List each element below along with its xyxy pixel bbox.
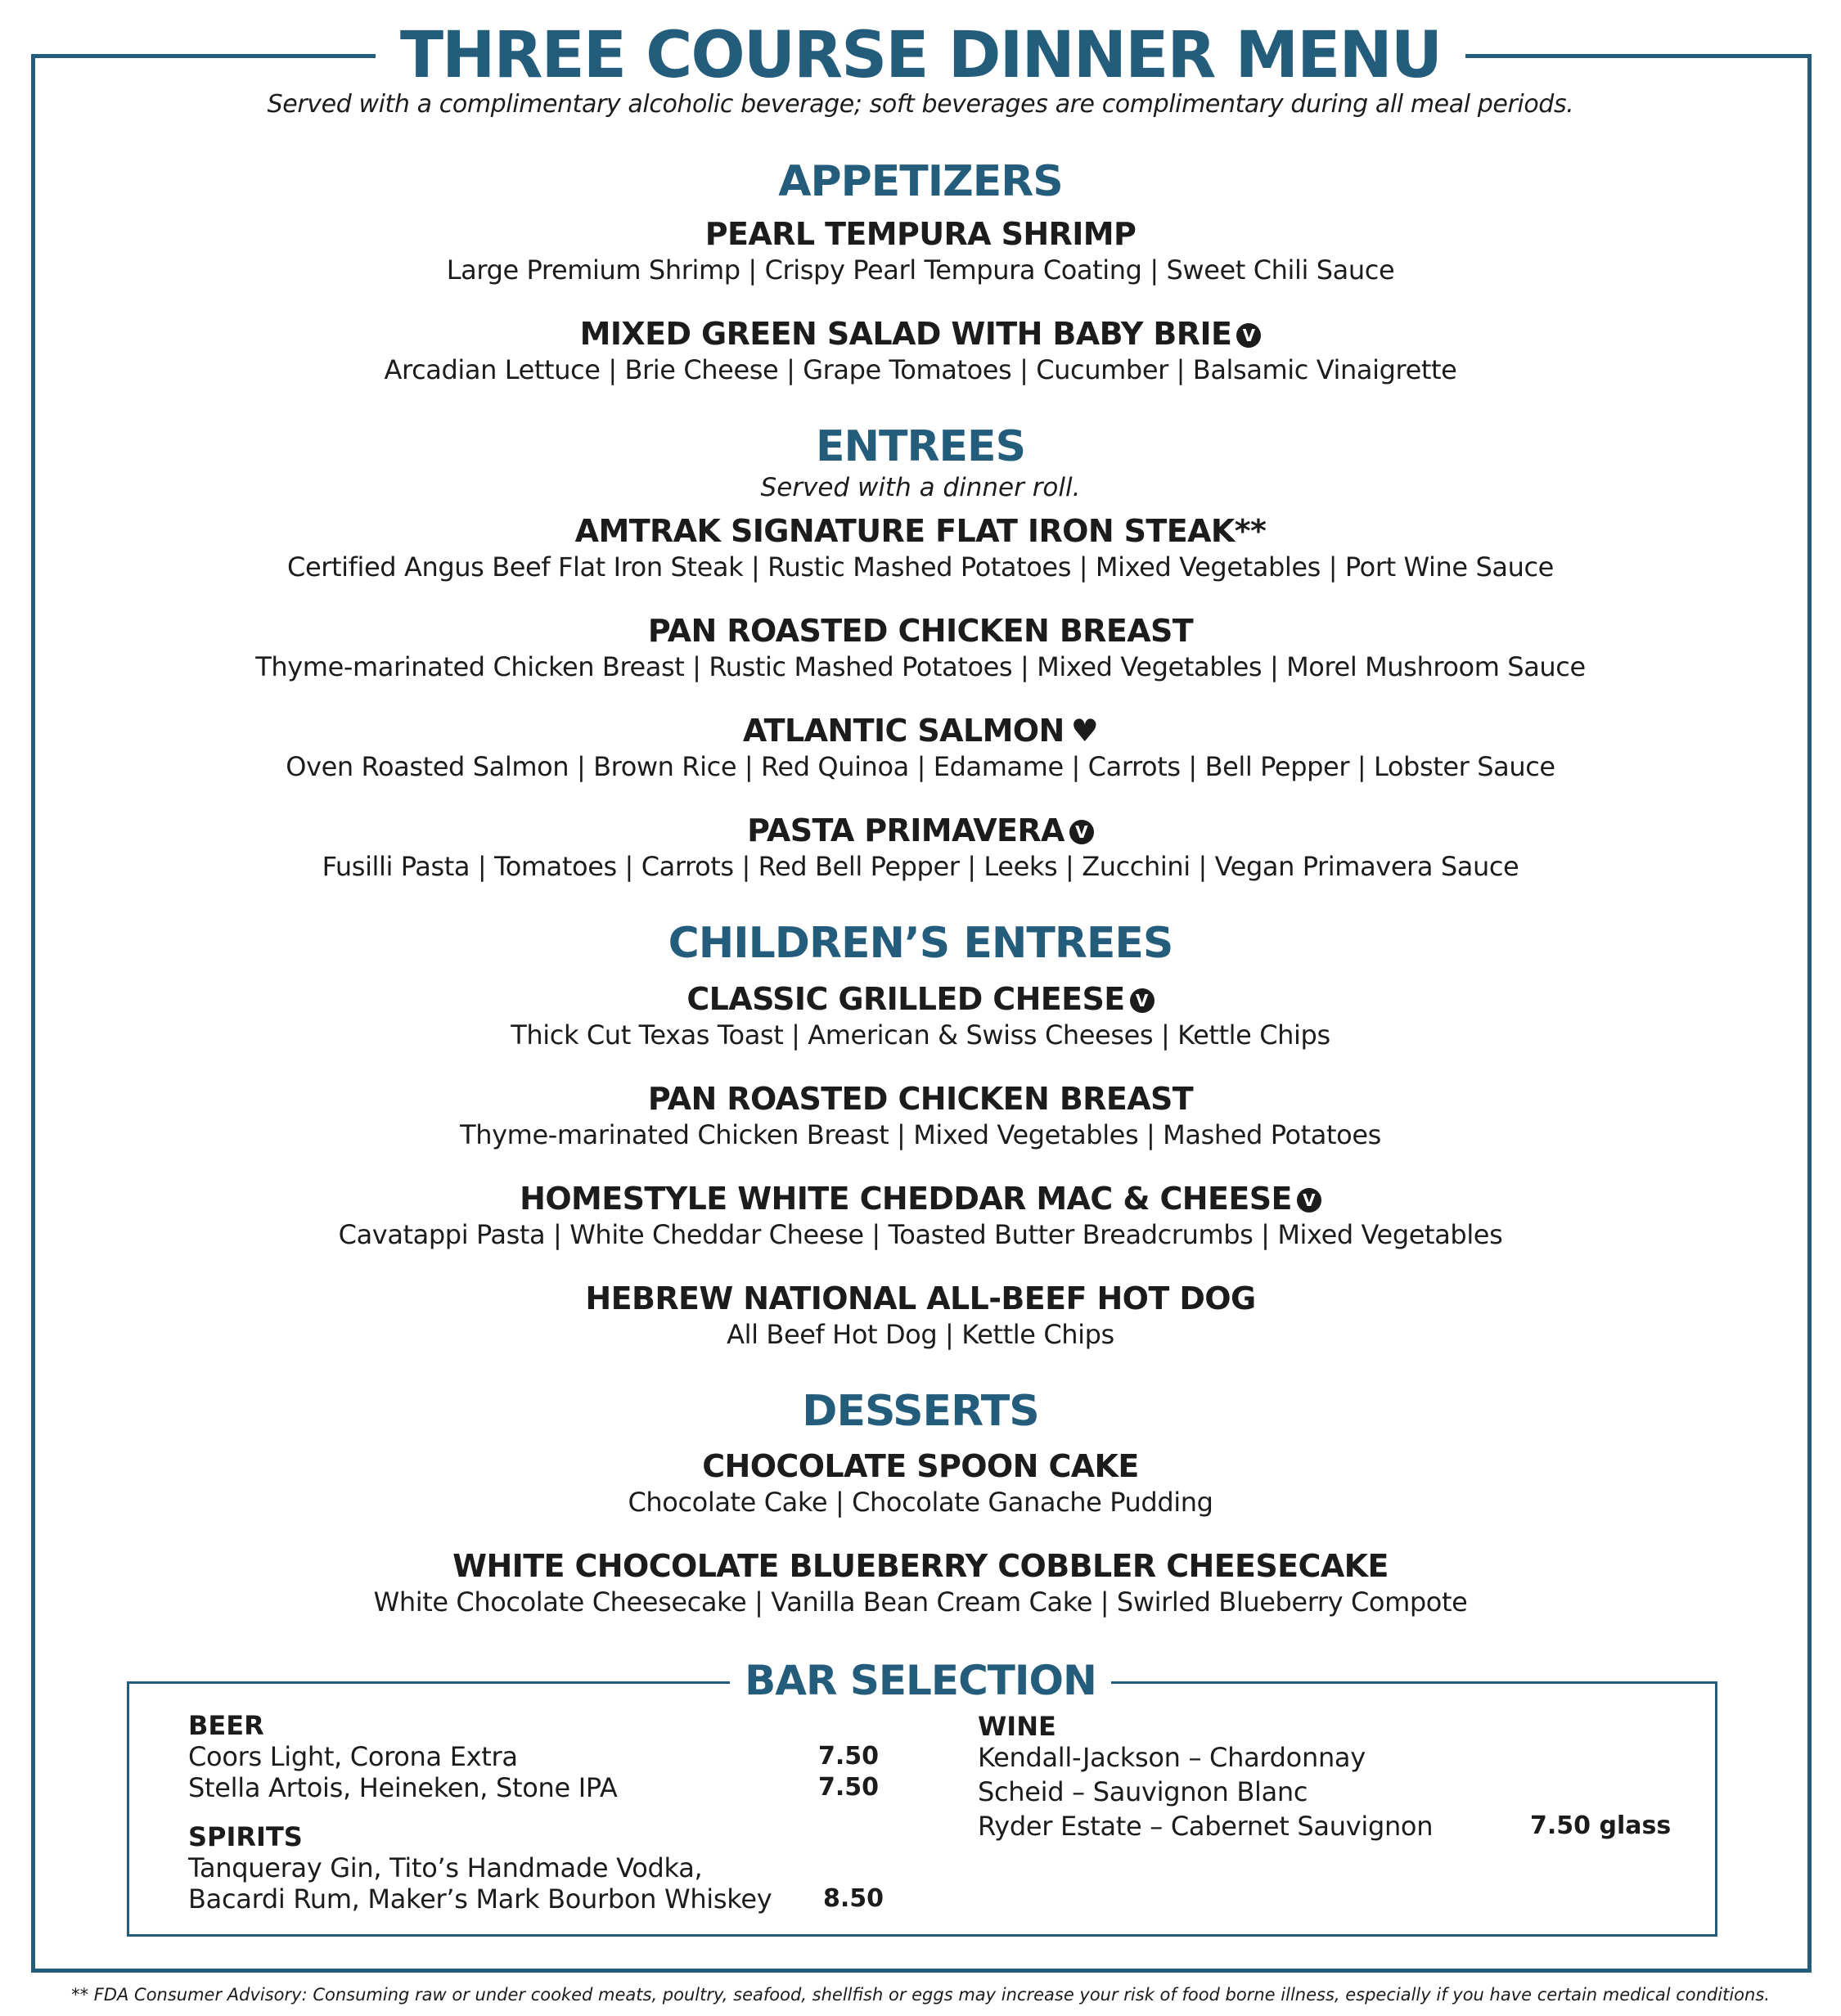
bar-price-spirits: 8.50 — [823, 1884, 884, 1913]
menu-title: THREE COURSE DINNER MENU — [376, 13, 1465, 98]
item-name: ATLANTIC SALMON ♥ — [742, 713, 1099, 749]
item-desc: White Chocolate Cheesecake | Vanilla Bean Cream Cake | Swirled Blueberry Compote — [373, 1586, 1468, 1618]
vegetarian-badge-icon: V — [1130, 988, 1155, 1013]
item-desc: All Beef Hot Dog | Kettle Chips — [727, 1319, 1114, 1350]
item-desc: Thyme-marinated Chicken Breast | Rustic Mashed Potatoes | Mixed Vegetables | Morel Mushroom Sauce — [255, 651, 1586, 682]
menu-subtitle: Served with a complimentary alcoholic beverage; soft beverages are complimentary during all meal periods. — [267, 90, 1574, 119]
vegetarian-badge-icon: V — [1297, 1188, 1321, 1213]
bar-heading-wine: WINE — [978, 1711, 1056, 1742]
menu-title-wrap — [0, 13, 1841, 98]
item-name: PEARL TEMPURA SHRIMP — [704, 216, 1137, 252]
item-desc: Large Premium Shrimp | Crispy Pearl Tempura Coating | Sweet Chili Sauce — [446, 254, 1395, 286]
bar-line-wine: Scheid – Sauvignon Blanc — [978, 1776, 1308, 1807]
section-title-entrees: ENTREES — [815, 422, 1026, 471]
bar-heading-spirits: SPIRITS — [188, 1821, 303, 1852]
bar-line-wine: Kendall-Jackson – Chardonnay — [978, 1742, 1366, 1773]
item-desc: Cavatappi Pasta | White Cheddar Cheese | Toasted Butter Breadcrumbs | Mixed Vegetables — [338, 1219, 1503, 1250]
section-title-childrens: CHILDREN’S ENTREES — [668, 919, 1173, 968]
item-name: MIXED GREEN SALAD WITH BABY BRIE V — [0, 316, 1841, 352]
bar-line-wine: Ryder Estate – Cabernet Sauvignon — [978, 1811, 1434, 1842]
heart-healthy-icon: ♥ — [1070, 713, 1099, 749]
item-name: HOMESTYLE WHITE CHEDDAR MAC & CHEESE V — [0, 1181, 1841, 1217]
item-name: CHOCOLATE SPOON CAKE — [702, 1448, 1139, 1484]
item-desc: Arcadian Lettuce | Brie Cheese | Grape Tomatoes | Cucumber | Balsamic Vinaigrette — [384, 354, 1457, 385]
section-note-entrees: Served with a dinner roll. — [760, 473, 1081, 502]
vegetarian-badge-icon: V — [1069, 820, 1094, 844]
fda-footnote: ** FDA Consumer Advisory: Consuming raw or under cooked meats, poultry, seafood, shellfish or eggs may increase your risk of food borne illness, especially if you have certain medical conditions. — [71, 1985, 1770, 2005]
vegetarian-badge-icon: V — [1236, 323, 1261, 348]
item-name: HEBREW NATIONAL ALL-BEEF HOT DOG — [585, 1280, 1256, 1316]
section-title-desserts: DESSERTS — [802, 1387, 1039, 1436]
item-name: WHITE CHOCOLATE BLUEBERRY COBBLER CHEESECAKE — [452, 1548, 1389, 1584]
item-desc: Oven Roasted Salmon | Brown Rice | Red Quinoa | Edamame | Carrots | Bell Pepper | Lobster Sauce — [286, 751, 1555, 782]
item-desc: Certified Angus Beef Flat Iron Steak | Rustic Mashed Potatoes | Mixed Vegetables | Port Wine Sauce — [287, 551, 1554, 583]
item-desc: Chocolate Cake | Chocolate Ganache Pudding — [628, 1487, 1213, 1518]
bar-price-beer: 7.50 — [818, 1773, 880, 1802]
bar-price-beer: 7.50 — [818, 1742, 880, 1771]
bar-line-spirits: Bacardi Rum, Maker’s Mark Bourbon Whiskey — [188, 1883, 772, 1915]
item-name: CLASSIC GRILLED CHEESE V — [0, 981, 1841, 1017]
bar-line-spirits: Tanqueray Gin, Tito’s Handmade Vodka, — [188, 1852, 703, 1883]
item-name: PASTA PRIMAVERA V — [0, 812, 1841, 848]
item-desc: Thyme-marinated Chicken Breast | Mixed Vegetables | Mashed Potatoes — [460, 1119, 1381, 1150]
item-desc: Thick Cut Texas Toast | American & Swiss Cheeses | Kettle Chips — [511, 1019, 1330, 1051]
bar-title: BAR SELECTION — [730, 1654, 1111, 1707]
item-name: PAN ROASTED CHICKEN BREAST — [647, 1081, 1194, 1117]
bar-heading-beer: BEER — [188, 1710, 264, 1741]
bar-title-wrap — [0, 1654, 1841, 1707]
bar-line-beer: Stella Artois, Heineken, Stone IPA — [188, 1772, 618, 1803]
item-name: AMTRAK SIGNATURE FLAT IRON STEAK** — [574, 513, 1267, 549]
item-desc: Fusilli Pasta | Tomatoes | Carrots | Red Bell Pepper | Leeks | Zucchini | Vegan Primavera Sauce — [322, 851, 1519, 882]
section-title-appetizers: APPETIZERS — [778, 157, 1063, 206]
bar-price-wine: 7.50 glass — [1530, 1811, 1672, 1840]
bar-line-beer: Coors Light, Corona Extra — [188, 1741, 518, 1772]
item-name: PAN ROASTED CHICKEN BREAST — [647, 613, 1194, 649]
